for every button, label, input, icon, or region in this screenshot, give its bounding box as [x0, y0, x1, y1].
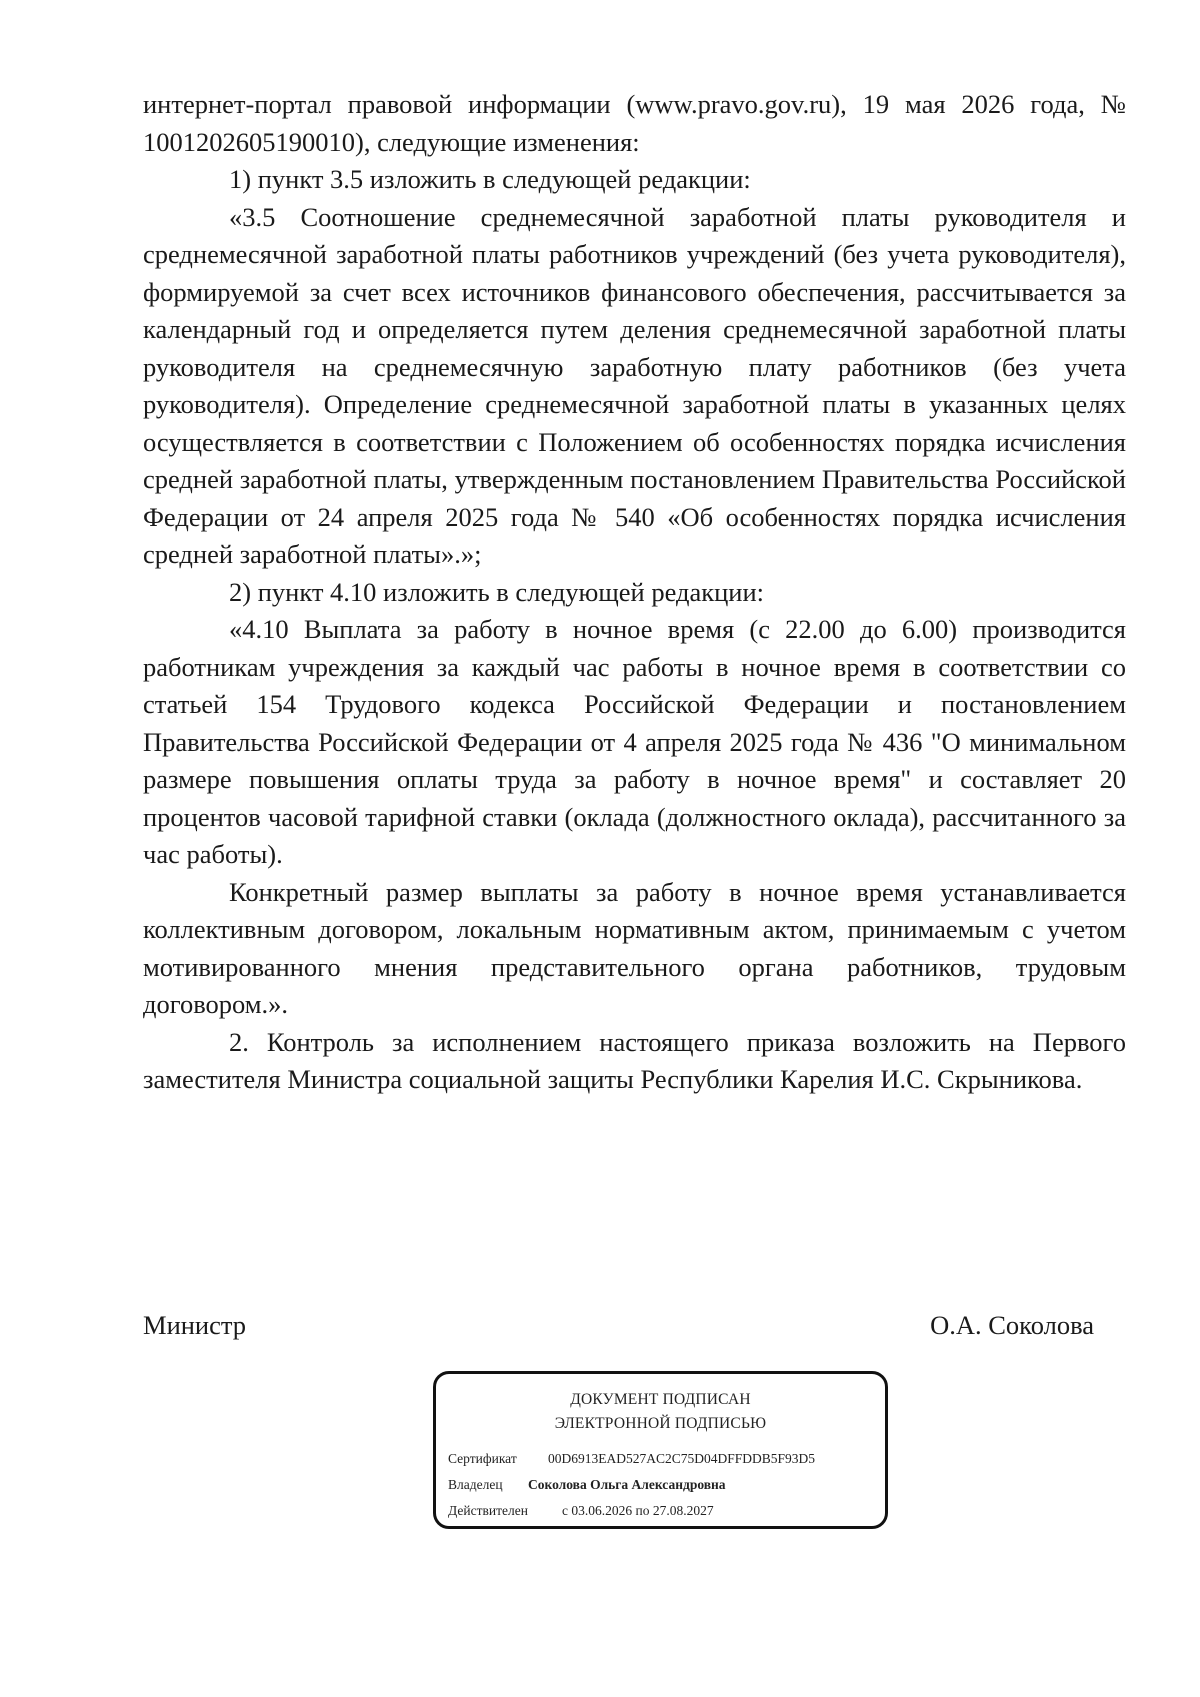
- document-body: [143, 86, 1126, 1099]
- stamp-validity-row: [448, 1502, 714, 1520]
- paragraph-clause-4-10: «4.10 Выплата за работу в ночное время (с 22.00 до 6.00) производится работникам учреждения за каждый час работы в ночное время в соответствии со статьей 154 Трудового кодекса Российской Федерации и постановлением Правительства Российской Федерации от 4 апреля 2025 года № 436 "О минимальном размере повышения оплаты труда за работу в ночное время" и составляет 20 процентов часовой тарифной ставки (оклада (должностного оклада), рассчитанного за час работы).: [143, 614, 1126, 869]
- stamp-certificate-row: [448, 1450, 815, 1468]
- certificate-label: Сертификат: [448, 1451, 517, 1466]
- validity-value: с 03.06.2026 по 27.08.2027: [562, 1503, 714, 1518]
- validity-label: Действителен: [448, 1503, 528, 1518]
- paragraph-item-2: 2) пункт 4.10 изложить в следующей редакции:: [229, 576, 765, 607]
- signatory-title: Министр: [143, 1310, 247, 1340]
- electronic-signature-stamp: [433, 1371, 888, 1529]
- certificate-value: 00D6913EAD527AC2C75D04DFFDDB5F93D5: [548, 1451, 816, 1466]
- stamp-header-line-1: ДОКУМЕНТ ПОДПИСАН: [570, 1391, 751, 1408]
- paragraph-clause-3-5: «3.5 Соотношение среднемесячной заработной платы руководителя и среднемесячной заработной платы работников учреждений (без учета руководителя), формируемой за счет всех источников финансового обеспечения, рассчитывается за календарный год и определяется путем деления среднемесячной заработной платы руководителя на среднемесячную заработную плату работников (без учета руководителя). Определение среднемесячной заработной платы в указанных целях осуществляется в соответствии с Положением об особенностях порядка исчисления средней заработной платы, утвержденным постановлением Правительства Российской Федерации от 24 апреля 2025 года № 540 «Об особенностях порядка исчисления средней заработной платы».»;: [143, 201, 1126, 569]
- paragraph-control: 2. Контроль за исполнением настоящего приказа возложить на Первого заместителя Министра социальной защиты Республики Карелия И.С. Скрыникова.: [143, 1026, 1126, 1094]
- stamp-header-line-2: ЭЛЕКТРОННОЙ ПОДПИСЬЮ: [554, 1415, 767, 1432]
- stamp-owner-row: [448, 1476, 726, 1494]
- signatory-name: О.А. Соколова: [930, 1310, 1094, 1340]
- stamp-header: [436, 1388, 885, 1436]
- owner-label: Владелец: [448, 1477, 503, 1492]
- paragraph-item-1: 1) пункт 3.5 изложить в следующей редакции:: [229, 164, 751, 194]
- owner-value: Соколова Ольга Александровна: [528, 1477, 726, 1492]
- paragraph-intro: интернет-портал правовой информации (www.pravo.gov.ru), 19 мая 2026 года, № 1001202605190010), следующие изменения:: [143, 89, 1126, 157]
- paragraph-night-work-amount: Конкретный размер выплаты за работу в ночное время устанавливается коллективным договором, локальным нормативным актом, принимаемым с учетом мотивированного мнения представительного органа работников, трудовым договором.».: [143, 876, 1126, 1019]
